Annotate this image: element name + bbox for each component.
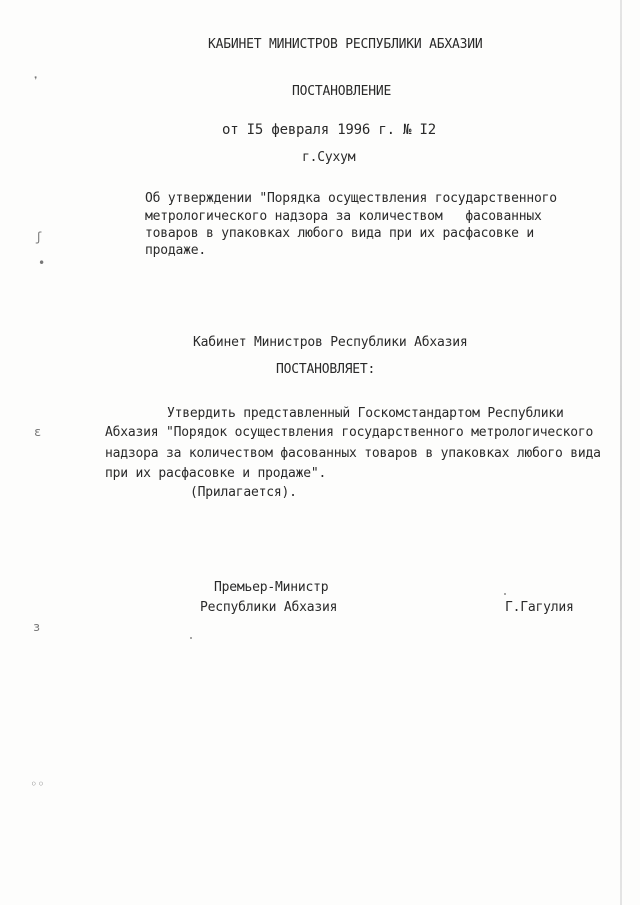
org-title: КАБИНЕТ МИНИСТРОВ РЕСПУБЛИКИ АБХАЗИИ [208,37,483,52]
speck [504,593,506,595]
city: г.Сухум [302,150,356,165]
punch-mark: ɛ [34,425,42,439]
subject-line: товаров в упаковках любого вида при их расфасовке и [145,226,534,241]
subject-line: метрологического надзора за количеством фасованных [145,209,542,224]
punch-mark: ʃ [35,230,43,244]
speck [190,637,192,639]
signatory-title: Премьер-Министр [214,580,329,595]
decree-verb: ПОСТАНОВЛЯЕТ: [276,362,376,377]
body-line: Утвердить представленный Госкомстандартом Республики [167,406,564,421]
punch-mark: ɜ [33,620,41,634]
punch-mark: ◦◦ [30,777,45,791]
body-line: при их расфасовке и продаже". [105,466,327,481]
signatory-title: Республики Абхазия [200,600,338,615]
page-edge [620,0,622,905]
subject-line: Об утверждении "Порядка осуществления государственного [145,191,557,206]
body-line: Абхазия "Порядок осуществления государственного метрологического [105,425,594,440]
attachment-note: (Прилагается). [190,485,297,500]
date-number: от I5 февраля 1996 г. № I2 [222,122,436,138]
doc-type: ПОСТАНОВЛЕНИЕ [292,84,392,99]
signatory-name: Г.Гагулия [505,600,574,615]
punch-mark: • [38,256,46,270]
punch-mark: ❜ [32,74,40,88]
body-line: надзора за количеством фасованных товаров в упаковках любого вида [105,446,601,461]
decree-issuer: Кабинет Министров Республики Абхазия [193,335,468,350]
subject-line: продаже. [145,243,207,258]
